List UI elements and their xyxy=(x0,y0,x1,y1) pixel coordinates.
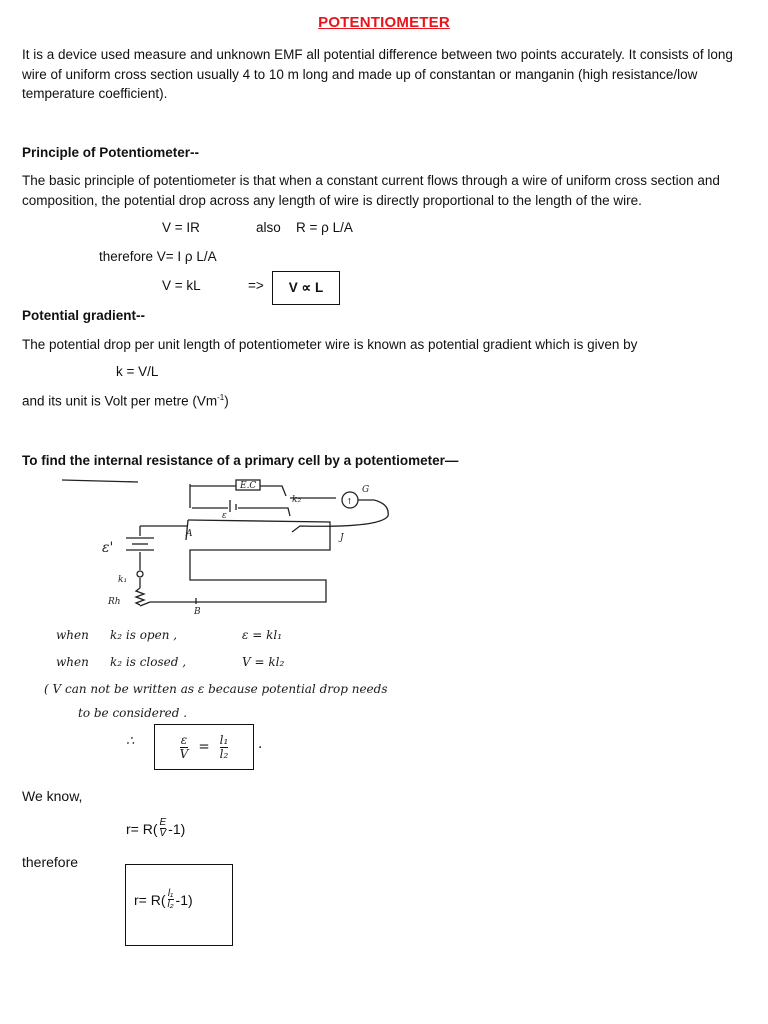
hand-k2-open: k₂ is open , xyxy=(110,628,178,642)
therefore-text: therefore xyxy=(22,854,79,870)
label-j: J xyxy=(340,533,344,543)
equation-v-ir: V = IR xyxy=(162,220,200,235)
equation-k: k = V/L xyxy=(116,364,159,379)
hand-v-kl2: V = kl₂ xyxy=(242,655,285,669)
hand-note-line: ( V can not be written as ε because potential drop needs xyxy=(44,682,388,696)
label-a: A xyxy=(186,529,193,539)
hand-fraction-e-v: $\frac{\varepsilon}{V}$ xyxy=(179,732,189,761)
boxed-proportional: V ∝ L xyxy=(272,271,340,305)
hand-note-line-2: to be considered . xyxy=(78,706,188,720)
label-rh: Rh xyxy=(108,597,121,607)
fraction-l1-l2: $\frac{\text{l₁}}{\text{l₂}}$ xyxy=(167,888,174,910)
label-ec: E.C xyxy=(240,481,257,491)
principle-paragraph: The basic principle of potentiometer is that when a constant current flows through a wire of uniform cross section and composition, the potential drop across any length of wire is directly proportional to the length of the wire. xyxy=(22,173,720,208)
hand-result-box xyxy=(154,724,254,770)
fraction-e-v: $\frac{E}{V}$ xyxy=(159,817,167,839)
final-formula-box xyxy=(125,864,233,946)
hand-dot: . xyxy=(258,736,263,752)
galvanometer-symbol: ↑ xyxy=(346,497,353,506)
label-eprime: ε' xyxy=(102,540,114,556)
formula-r-l1-l2: r= R( $\frac{\text{l₁}}{\text{l₂}}$ -1) xyxy=(134,888,193,910)
internal-heading: To find the internal resistance of a primary cell by a potentiometer— xyxy=(22,453,459,468)
intro-paragraph: It is a device used measure and unknown EMF all potential difference between two points accurately. It consists of long wire of uniform cross section usually 4 to 10 m long and made up of constantan or manganin (high resistance/low temperature coefficient). xyxy=(22,47,733,101)
hand-when-2: when xyxy=(56,655,89,669)
label-e: ε xyxy=(222,511,227,521)
circuit-diagram xyxy=(0,470,768,620)
hand-e-kl1: ε = kl₁ xyxy=(242,628,283,642)
gradient-unit: and its unit is Volt per metre $(Vm^{-1})$ xyxy=(22,393,229,409)
label-k1: k₁ xyxy=(118,575,128,585)
equation-resistance: R = ρ L/A xyxy=(296,220,353,235)
hand-therefore-symbol: ∴ xyxy=(126,734,135,749)
page-title: POTENTIOMETER xyxy=(318,14,450,31)
hand-fraction-l1-l2: $\frac{\text{l₁}}{\text{l₂}}$ xyxy=(219,732,229,761)
principle-heading: Principle of Potentiometer-- xyxy=(22,145,200,160)
label-k2: k₂ xyxy=(292,495,302,505)
formula-r-e-v: r= R( $\frac{E}{V}$ -1) xyxy=(126,817,186,839)
implies-arrow: => xyxy=(248,278,264,293)
we-know-text: We know, xyxy=(22,788,83,804)
label-g: G xyxy=(362,485,370,495)
hand-k2-closed: k₂ is closed , xyxy=(110,655,187,669)
equation-v-kl: V = kL xyxy=(162,278,201,293)
hand-equals: = xyxy=(198,739,210,755)
equation-therefore: therefore V= I ρ L/A xyxy=(99,249,217,264)
gradient-paragraph: The potential drop per unit length of potentiometer wire is known as potential gradient which is given by xyxy=(22,337,638,352)
label-b: B xyxy=(194,607,201,617)
gradient-heading: Potential gradient-- xyxy=(22,308,146,323)
also-text: also xyxy=(256,220,281,235)
hand-when-1: when xyxy=(56,628,89,642)
